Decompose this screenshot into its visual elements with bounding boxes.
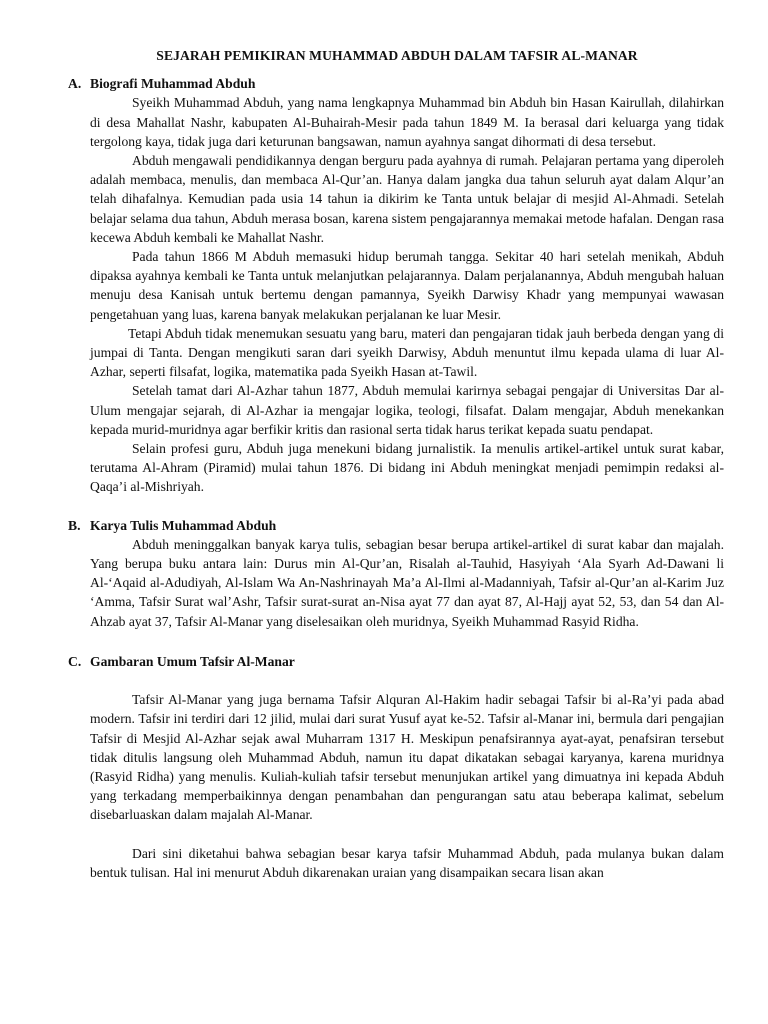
paragraph: Syeikh Muhammad Abduh, yang nama lengkapnya Muhammad bin Abduh bin Hasan Kairullah, dilahirkan di desa Mahallat Nashr, kabupaten Al-Buhairah-Mesir pada tahun 1849 M. Ia berasal dari keluarga yang tidak tergolong kaya, tidak juga dari keturunan bangsawan, namun ayahnya sangat dihormati di desa tersebut.	[90, 95, 724, 149]
section-letter: B.	[68, 517, 81, 533]
section-heading-a	[68, 74, 724, 93]
section-title: Biografi Muhammad Abduh	[90, 76, 256, 92]
paragraph-spacer	[90, 825, 724, 844]
paragraph: Pada tahun 1866 M Abduh memasuki hidup berumah tangga. Sekitar 40 hari setelah menikah, Abduh dipaksa ayahnya kembali ke Tanta untuk melanjutkan pelajarannya. Dalam perjalanannya, Abduh mengubah haluan menuju desa Kanisah untuk bertemu dengan pamannya, Syeikh Darwisy Khadr yang mempunyai wawasan pengetahuan yang luas, karena banyak melakukan perjalanan ke luar Mesir.	[90, 249, 724, 322]
section-spacer	[90, 631, 724, 652]
paragraph: Abduh mengawali pendidikannya dengan berguru pada ayahnya di rumah. Pelajaran pertama yang diperoleh adalah membaca, menulis, dan membaca Al-Qur’an. Hanya dalam jangka dua tahun seluruh ayat dalam Alqur’an telah dihafalnya. Kemudian pada usia 14 tahun ia dikirim ke Tanta untuk belajar di mesjid Al-Ahmadi. Setelah belajar selama dua tahun, Abduh merasa bosan, karena sistem pengajarannya memakai metode hafalan. Dengan rasa kecewa Abduh kembali ke Mahallat Nashr.	[90, 153, 724, 245]
document-title: SEJARAH PEMIKIRAN MUHAMMAD ABDUH DALAM TAFSIR AL-MANAR	[156, 48, 638, 63]
section-heading-c	[68, 652, 724, 671]
paragraph: Setelah tamat dari Al-Azhar tahun 1877, Abduh memulai karirnya sebagai pengajar di Universitas Dar al-Ulum mengajar sejarah, di Al-Azhar ia mengajar logika, teologi, filsafat. Dalam mengajar, Abduh menekankan kepada murid-muridnya agar berfikir kritis dan rasional serta tidak harus terikat kepada suatu pendapat.	[90, 383, 724, 437]
section-letter: C.	[68, 653, 82, 669]
paragraph: Tafsir Al-Manar yang juga bernama Tafsir Alquran Al-Hakim hadir sebagai Tafsir bi al-Ra’yi pada abad modern. Tafsir ini terdiri dari 12 jilid, mulai dari surat Yusuf ayat ke-52. Tafsir al-Manar ini, bermula dari pengajian Tafsir di Mesjid Al-Azhar sejak awal Muharram 1317 H. Meskipun penafsirannya ayat-ayat, penafsiran tersebut tidak ditulis langsung oleh Muhammad Abduh, namun itu dapat dikatakan sebagai karyanya, karena muridnya (Rasyid Ridha) yang menulis. Kuliah-kuliah tafsir tersebut menunjukan artikel yang dimuatnya ini kepada Abduh yang terkadang memperbaikinnya dengan penambahan dan pengurangan satu atau beberapa kalimat, sebelum disebarluaskan dalam majalah Al-Manar.	[90, 692, 724, 823]
section-title: Gambaran Umum Tafsir Al-Manar	[90, 653, 295, 669]
paragraph: Abduh meninggalkan banyak karya tulis, sebagian besar berupa artikel-artikel di surat kabar dan majalah. Yang berupa buku antara lain: Durus min Al-Qur’an, Risalah al-Tauhid, Hasyiyah ‘Ala Syarh Ad-Dawani li Al-‘Aqaid al-Adudiyah, Al-Islam Wa An-Nashrinayah Ma’a Al-Ilmi al-Madanniyah, Tafsir al-Qur’an al-Karim Juz ‘Amma, Tafsir Surat wal’Ashr, Tafsir surat-surat an-Nisa ayat 77 dan ayat 87, Al-Hajj ayat 52, 53, dan 54 dan Al-Ahzab ayat 37, Tafsir Al-Manar yang diselesaikan oleh muridnya, Syeikh Muhammad Rasyid Ridha.	[90, 536, 724, 629]
paragraph: Selain profesi guru, Abduh juga menekuni bidang jurnalistik. Ia menulis artikel-artikel untuk surat kabar, terutama Al-Ahram (Piramid) mulai tahun 1876. Di bidang ini Abduh meningkat menjadi pemimpin redaksi al-Qaqa’i al-Mishriyah.	[90, 441, 724, 495]
section-spacer	[90, 497, 724, 516]
section-title: Karya Tulis Muhammad Abduh	[90, 517, 277, 533]
section-letter: A.	[68, 76, 82, 92]
paragraph: Dari sini diketahui bahwa sebagian besar karya tafsir Muhammad Abduh, pada mulanya bukan dalam bentuk tulisan. Hal ini menurut Abduh dikarenakan uraian yang disampaikan secara lisan akan	[90, 845, 724, 880]
section-spacer	[90, 671, 724, 690]
paragraph: Tetapi Abduh tidak menemukan sesuatu yang baru, materi dan pengajaran tidak jauh berbeda dengan yang di jumpai di Tanta. Dengan mengikuti saran dari syeikh Darwisy, Abduh menuntut ilmu kepada ulama di luar Al-Azhar, seperti filsafat, logika, matematika pada Syeikh Hasan at-Tawil.	[90, 325, 724, 380]
section-heading-b	[68, 516, 724, 535]
